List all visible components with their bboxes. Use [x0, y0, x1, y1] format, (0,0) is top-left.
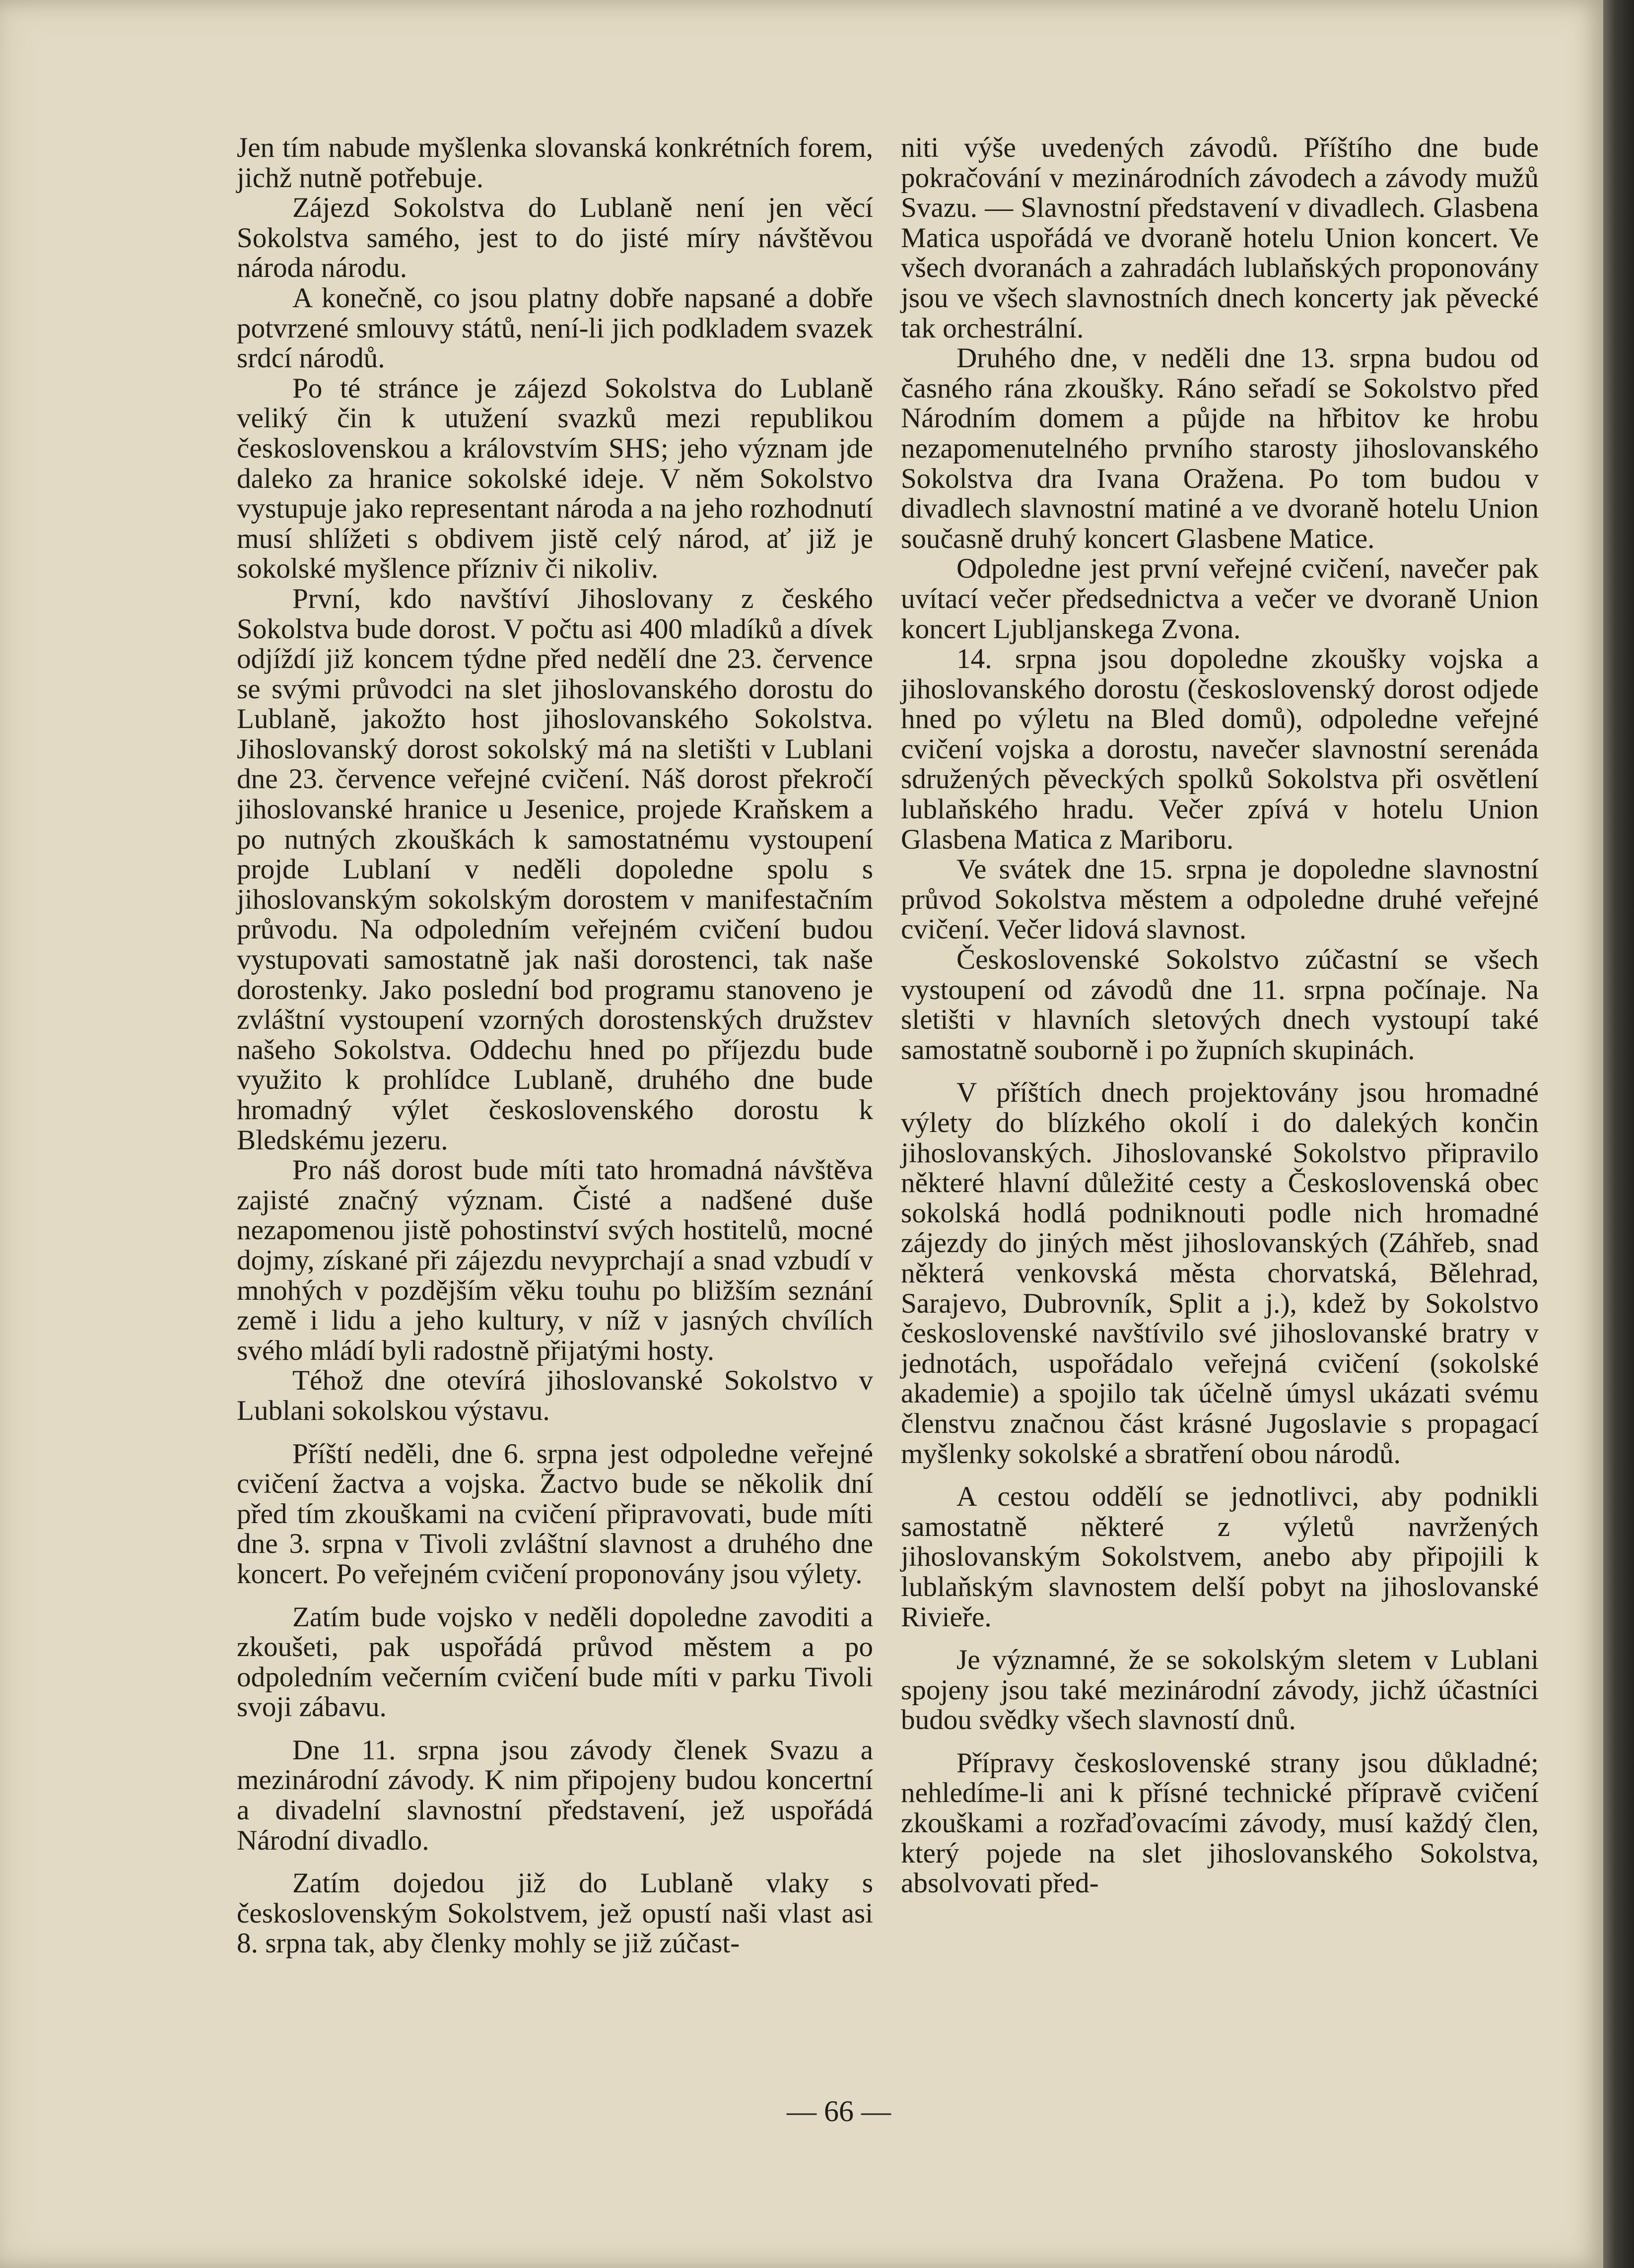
paragraph: Téhož dne otevírá jihoslovanské Sokolstvo v Lublani sokolskou výstavu. — [237, 1365, 873, 1426]
paragraph: Druhého dne, v neděli dne 13. srpna budou od časného rána zkoušky. Ráno seřadí se Sokolstvo před Národním domem a půjde na hřbitov ke hrobu nezapomenutelného prvního starosty jihoslovanského Sokolstva dra Ivana Oražena. Po tom budou v divadlech slavnostní matiné a ve dvoraně hotelu Union současně druhý koncert Glasbene Matice. — [901, 342, 1539, 554]
paragraph: První, kdo navštíví Jihoslovany z českého Sokolstva bude dorost. V počtu asi 400 mladíků a dívek odjíždí již koncem týdne před nedělí dne 23. července se svými průvodci na slet jihoslovanského dorostu do Lublaně, jakožto host jihoslovanského Sokolstva. Jihoslovanský dorost sokolský má na sletišti v Lublani dne 23. července veřejné cvičení. Náš dorost překročí jihoslovanské hranice u Jesenice, projede Kraňskem a po nutných zkouškách k samostatnému vystoupení projde Lublaní v neděli dopoledne spolu s jihoslovanským sokolským dorostem v manifestačním průvodu. Na odpoledním veřejném cvičení budou vystupovati samostatně jak naši dorostenci, tak naše dorostenky. Jako poslední bod programu stanoveno je zvláštní vystoupení vzorných dorostenských družstev našeho Sokolstva. Oddechu hned po příjezdu bude využito k prohlídce Lublaně, druhého dne bude hromadný výlet československého dorostu k Bledskému jezeru. — [237, 583, 873, 1156]
paragraph: Přípravy československé strany jsou důkladné; nehledíme-li ani k přísné technické přípravě cvičení zkouškami a rozřaďovacími závody, musí každý člen, který pojede na slet jihoslovanského Sokolstva, absolvovati před- — [901, 1747, 1539, 1899]
paragraph: Zatím dojedou již do Lublaně vlaky s československým Sokolstvem, jež opustí naši vlast asi 8. srpna tak, aby členky mohly se již zúčast- — [237, 1868, 873, 1959]
paragraph: Československé Sokolstvo zúčastní se všech vystoupení od závodů dne 11. srpna počínaje. Na sletišti v hlavních sletových dnech vystoupí také samostatně souborně i po župních skupinách. — [901, 944, 1539, 1066]
paragraph: A konečně, co jsou platny dobře napsané a dobře potvrzené smlouvy států, není-li jich podkladem svazek srdcí národů. — [237, 282, 873, 374]
binding-edge — [1603, 0, 1634, 2268]
left-text-column — [237, 133, 873, 1959]
paragraph: A cestou oddělí se jednotlivci, aby podnikli samostatně některé z výletů navržených jihoslovanským Sokolstvem, anebo aby připojili k lublaňským slavnostem delší pobyt na jihoslovanské Rivieře. — [901, 1481, 1539, 1633]
paragraph: Dne 11. srpna jsou závody členek Svazu a mezinárodní závody. K nim připojeny budou koncertní a divadelní slavnostní představení, jež uspořádá Národní divadlo. — [237, 1734, 873, 1856]
paragraph: V příštích dnech projektovány jsou hromadné výlety do blízkého okolí i do dalekých končin jihoslovanských. Jihoslovanské Sokolstvo připravilo některé hlavní důležité cesty a Československá obec sokolská hodlá podniknouti podle nich hromadné zájezdy do jiných měst jihoslovanských (Záhřeb, snad některá venkovská města chorvatská, Bělehrad, Sarajevo, Dubrovník, Split a j.), kdež by Sokolstvo československé navštívilo své jihoslovanské bratry v jednotách, uspořádalo veřejná cvičení (sokolské akademie) a spojilo tak účelně úmysl ukázati svému členstvu značnou část krásné Jugoslavie s propagací myšlenky sokolské a sbratření obou národů. — [901, 1077, 1539, 1469]
paragraph: Jen tím nabude myšlenka slovanská konkrétních forem, jichž nutně potřebuje. — [237, 132, 873, 194]
right-text-column — [901, 133, 1539, 1899]
paragraph: niti výše uvedených závodů. Příštího dne bude pokračování v mezinárodních závodech a závody mužů Svazu. — Slavnostní představení v divadlech. Glasbena Matica uspořádá ve dvoraně hotelu Union koncert. Ve všech dvoranách a zahradách lublaňských proponovány jsou ve všech slavnostních dnech koncerty jak pěvecké tak orchestrální. — [901, 132, 1539, 344]
paragraph: Příští neděli, dne 6. srpna jest odpoledne veřejné cvičení žactva a vojska. Žactvo bude se několik dní před tím zkouškami na cvičení připravovati, bude míti dne 3. srpna v Tivoli zvláštní slavnost a druhého dne koncert. Po veřejném cvičení proponovány jsou výlety. — [237, 1438, 873, 1590]
paragraph: Pro náš dorost bude míti tato hromadná návštěva zajisté značný význam. Čisté a nadšené duše nezapomenou jistě pohostinství svých hostitelů, mocné dojmy, získané při zájezdu nevyprchají a snad vzbudí v mnohých v pozdějším věku touhu po bližším seznání země i lidu a jeho kultury, v níž v jasných chvílích svého mládí byli radostně přijatými hosty. — [237, 1154, 873, 1366]
paragraph: Ve svátek dne 15. srpna je dopoledne slavnostní průvod Sokolstva městem a odpoledne druhé veřejné cvičení. Večer lidová slavnost. — [901, 854, 1539, 945]
paragraph: Je významné, že se sokolským sletem v Lublani spojeny jsou také mezinárodní závody, jichž účastníci budou svědky všech slavností dnů. — [901, 1644, 1539, 1736]
paragraph: 14. srpna jsou dopoledne zkoušky vojska a jihoslovanského dorostu (československý dorost odjede hned po výletu na Bled domů), odpoledne veřejné cvičení vojska a dorostu, navečer slavnostní serenáda sdružených pěveckých spolků Sokolstva při osvětlení lublaňského hradu. Večer zpívá v hotelu Union Glasbena Matica z Mariboru. — [901, 643, 1539, 855]
paragraph: Odpoledne jest první veřejné cvičení, navečer pak uvítací večer předsednictva a večer ve dvoraně Union koncert Ljubljanskega Zvona. — [901, 553, 1539, 645]
paragraph: Zájezd Sokolstva do Lublaně není jen věcí Sokolstva samého, jest to do jisté míry návštěvou národa národu. — [237, 192, 873, 284]
paragraph: Zatím bude vojsko v neděli dopoledne zavoditi a zkoušeti, pak uspořádá průvod městem a po odpoledním večerním cvičení bude míti v parku Tivoli svoji zábavu. — [237, 1601, 873, 1723]
page-number: — 66 — — [787, 2095, 891, 2128]
paragraph: Po té stránce je zájezd Sokolstva do Lublaně veliký čin k utužení svazků mezi republikou československou a královstvím SHS; jeho význam jde daleko za hranice sokolské ideje. V něm Sokolstvo vystupuje jako representant národa a na jeho rozhodnutí musí shlížeti s obdivem jistě celý národ, ať již je sokolské myšlence přízniv či nikoliv. — [237, 372, 873, 585]
